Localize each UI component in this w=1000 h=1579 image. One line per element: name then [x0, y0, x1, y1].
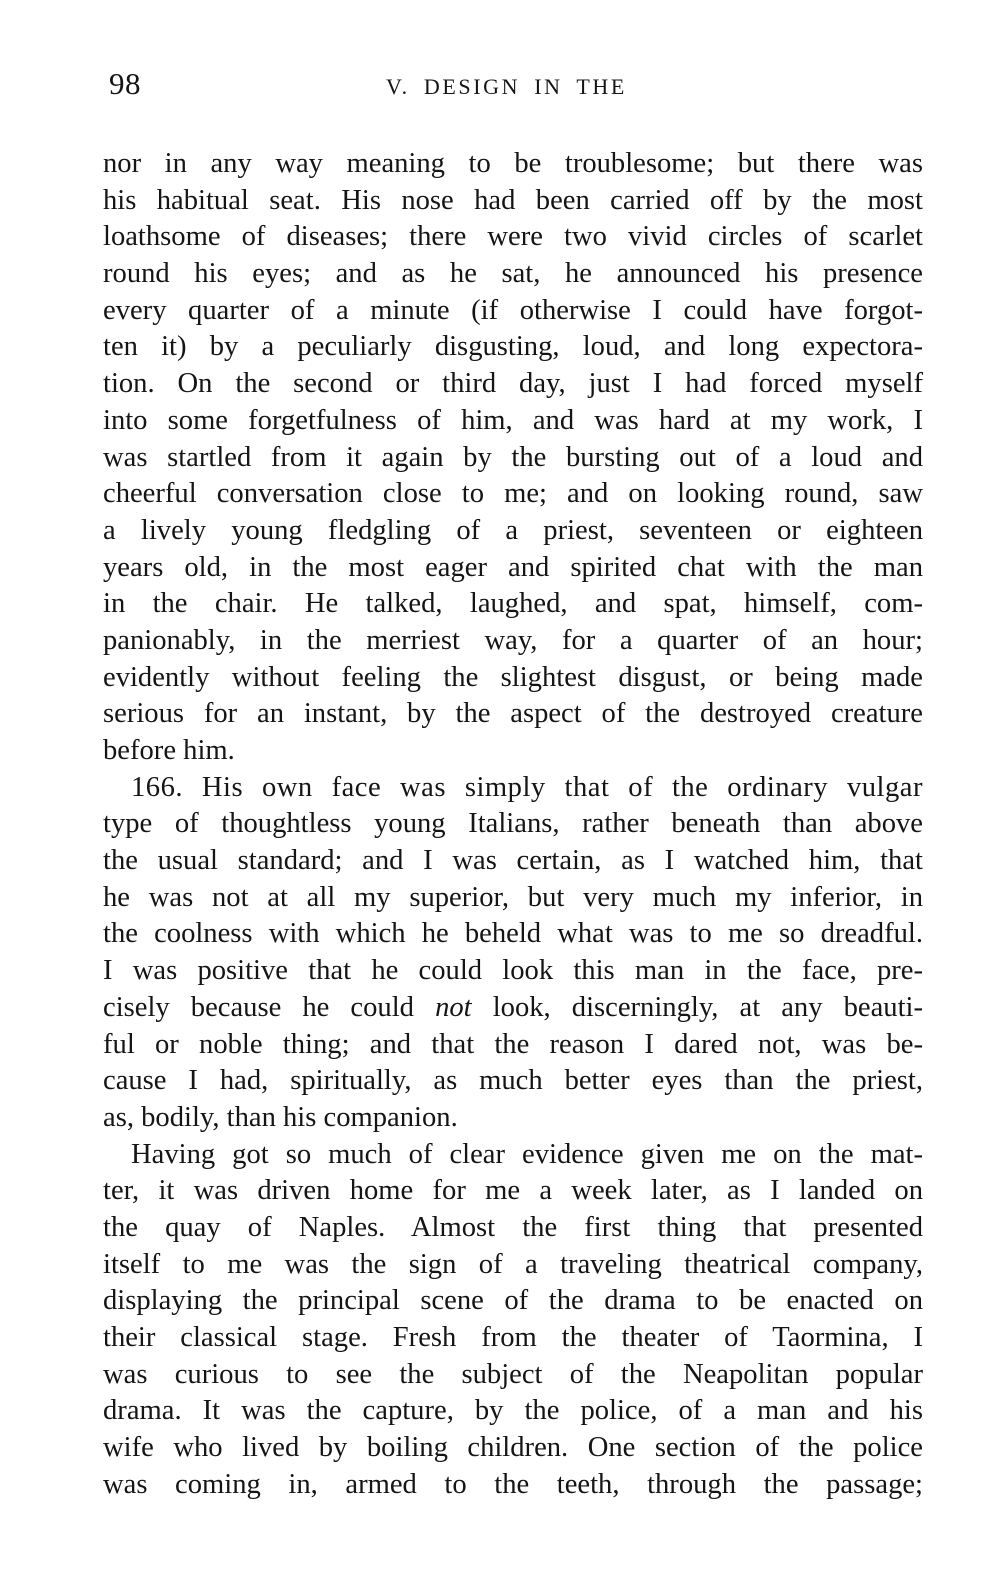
- text-line: evidently without feeling the slightest disgust, or being made: [103, 661, 923, 693]
- text-line: cheerful conversation close to me; and on looking round, saw: [103, 478, 923, 510]
- text-line: cause I had, spiritually, as much better eyes than the priest,: [103, 1065, 923, 1097]
- text-line: nor in any way meaning to be troublesome; but there was: [103, 148, 923, 179]
- running-head: [103, 62, 920, 106]
- text-line: I was positive that he could look this man in the face, pre-: [103, 955, 923, 987]
- text-line: the coolness with which he beheld what was to me so dreadful.: [103, 918, 923, 950]
- running-title: V. DESIGN IN THE: [386, 74, 627, 99]
- text-line: displaying the principal scene of the drama to be enacted on: [103, 1285, 923, 1317]
- page-number: 98: [109, 66, 141, 101]
- text-line: loathsome of diseases; there were two vivid circles of scarlet: [103, 221, 923, 253]
- text-line: ten it) by a peculiarly disgusting, loud, and long expectora-: [103, 331, 923, 363]
- text-line: was curious to see the subject of the Neapolitan popular: [103, 1358, 923, 1390]
- text-line: before him.: [103, 735, 235, 766]
- text-line: was coming in, armed to the teeth, through the passage;: [103, 1468, 923, 1500]
- text-segment: look, discerningly, at any beauti-: [492, 991, 923, 1023]
- text-line: a lively young fledgling of a priest, seventeen or eighteen: [103, 514, 923, 546]
- text-line: he was not at all my superior, but very much my inferior, in: [103, 881, 923, 913]
- text-line: ter, it was driven home for me a week later, as I landed on: [103, 1175, 923, 1207]
- text-line: their classical stage. Fresh from the theater of Taormina, I: [103, 1322, 923, 1353]
- text-line: round his eyes; and as he sat, he announced his presence: [103, 258, 923, 290]
- text-line: tion. On the second or third day, just I had forced myself: [103, 368, 923, 400]
- text-line: in the chair. He talked, laughed, and spat, himself, com-: [103, 588, 923, 620]
- paragraph-first-line: Having got so much of clear evidence given me on the mat-: [131, 1138, 923, 1170]
- text-line: every quarter of a minute (if otherwise I could have forgot-: [103, 294, 923, 326]
- text-line-with-emphasis: [103, 990, 923, 1027]
- text-line: into some forgetfulness of him, and was hard at my work, I: [103, 404, 923, 436]
- text-line: years old, in the most eager and spirited chat with the man: [103, 551, 923, 583]
- emphasized-word: not: [435, 991, 472, 1023]
- text-line: ful or noble thing; and that the reason I dared not, was be-: [103, 1028, 923, 1060]
- body-text: [103, 146, 923, 1503]
- text-line: the quay of Naples. Almost the first thing that presented: [103, 1211, 923, 1243]
- text-line: as, bodily, than his companion.: [103, 1101, 458, 1133]
- text-line: itself to me was the sign of a traveling theatrical company,: [103, 1248, 923, 1280]
- text-line: his habitual seat. His nose had been carried off by the most: [103, 184, 923, 216]
- text-segment: cisely because he could: [103, 991, 414, 1023]
- text-line: type of thoughtless young Italians, rather beneath than above: [103, 808, 923, 840]
- text-line: was startled from it again by the bursting out of a loud and: [103, 441, 923, 473]
- paragraph-166-first-line: 166. His own face was simply that of the ordinary vulgar: [131, 771, 923, 803]
- text-line: drama. It was the capture, by the police, of a man and his: [103, 1395, 923, 1427]
- text-line: serious for an instant, by the aspect of the destroyed creature: [103, 698, 923, 730]
- text-line: wife who lived by boiling children. One section of the police: [103, 1432, 923, 1464]
- text-line: panionably, in the merriest way, for a quarter of an hour;: [103, 624, 923, 656]
- text-line: the usual standard; and I was certain, as I watched him, that: [103, 845, 923, 877]
